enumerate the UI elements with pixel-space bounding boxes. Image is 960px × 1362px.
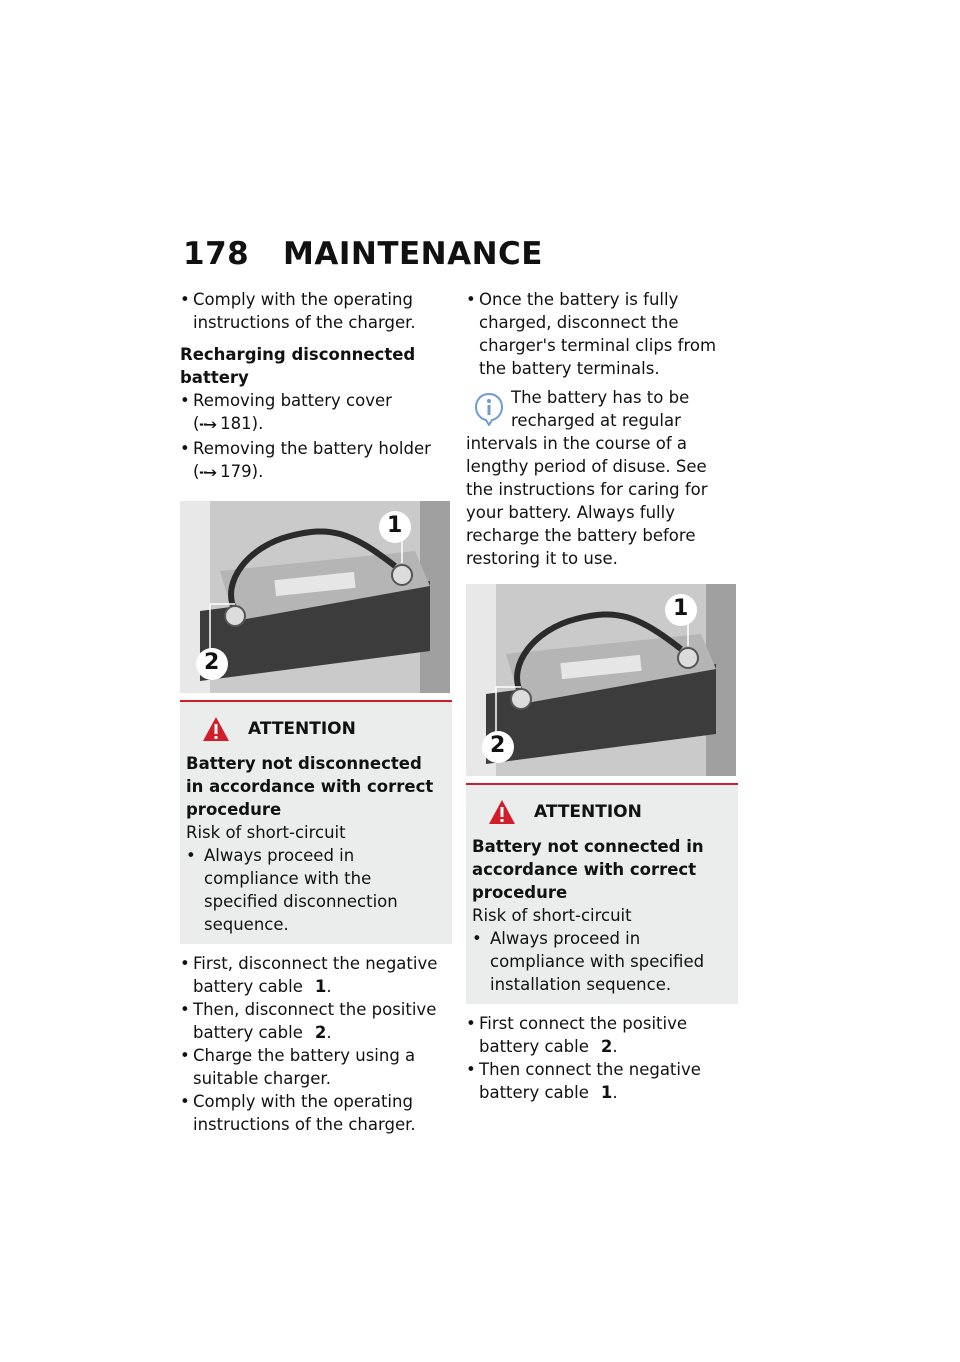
list-item [180,998,452,1044]
list-item [466,1058,738,1104]
list-item [466,1012,738,1058]
right-column [466,288,738,1104]
battery-photo [180,501,450,693]
list-item: • Removing battery cover (╍➔ 181). [180,389,452,437]
attention-item: • Always proceed in compliance with the specified disconnection sequence. [186,844,444,936]
attention-box [466,783,738,1004]
step-end: . [326,1023,332,1042]
battery-illustration [180,501,450,693]
step-list [180,952,452,1136]
list-item: • Removing the battery holder (╍➔ 179). [180,437,452,485]
list-item: • Comply with the operating instructions of the charger. [180,288,452,334]
left-column [180,288,452,1136]
attention-label: ATTENTION [248,718,356,739]
attention-header [472,799,730,825]
warning-triangle-icon [202,716,230,742]
step-callout-number: 1 [314,977,327,996]
step-callout-number: 1 [600,1083,613,1102]
battery-illustration [466,584,736,776]
attention-title: Battery not connected in accordance with correct procedure [472,837,704,902]
list-item-text: Removing battery cover [193,391,392,410]
list-item: • Charge the battery using a suitable charger. [180,1044,452,1090]
step-text: First connect the positive battery cable [479,1014,688,1056]
attention-risk: Risk of short-circuit [186,823,346,842]
step-text: First, disconnect the negative battery cable [193,954,438,996]
step-text: Then connect the negative battery cable [479,1060,701,1102]
battery-photo [466,584,736,776]
section-title: MAINTENANCE [283,236,543,272]
list-item-text: Removing the battery holder [193,439,431,458]
note-body: intervals in the course of a lengthy period of disuse. See the instructions for caring for your battery. Always fully recharge the battery before restoring it to use. [466,434,708,568]
list-item: • Once the battery is fully charged, disconnect the charger's terminal clips from the battery terminals. [466,288,738,380]
attention-header [186,716,444,742]
step-callout-number: 2 [314,1023,327,1042]
page-reference[interactable]: 181). [220,414,264,433]
list-item: • Comply with the operating instructions of the charger. [180,1090,452,1136]
step-text: Then, disconnect the positive battery cable [193,1000,437,1042]
reference-arrow-icon[interactable]: ╍➔ [199,418,217,433]
page-reference[interactable]: 179). [220,462,264,481]
warning-triangle-icon [488,799,516,825]
step-end: . [326,977,332,996]
subheading: Recharging disconnected battery [180,345,416,387]
step-callout-number: 2 [600,1037,613,1056]
step-end: . [612,1083,618,1102]
info-icon [474,392,504,426]
callout-label-2: 2 [204,650,220,675]
callout-label-1: 1 [387,513,403,538]
attention-risk: Risk of short-circuit [472,906,632,925]
attention-label: ATTENTION [534,801,642,822]
step-end: . [612,1037,618,1056]
list-item [180,952,452,998]
callout-label-2: 2 [490,733,506,758]
attention-title: Battery not disconnected in accordance with correct procedure [186,754,434,819]
page-number: 178 [183,236,250,272]
step-list [466,1012,738,1104]
info-note [466,386,738,570]
callout-label-1: 1 [673,596,689,621]
page-header [183,236,543,272]
attention-box [180,700,452,944]
note-first-line: The battery has to be recharged at regular [511,388,690,430]
reference-arrow-icon[interactable]: ╍➔ [199,466,217,481]
attention-item: • Always proceed in compliance with specified installation sequence. [472,927,730,996]
